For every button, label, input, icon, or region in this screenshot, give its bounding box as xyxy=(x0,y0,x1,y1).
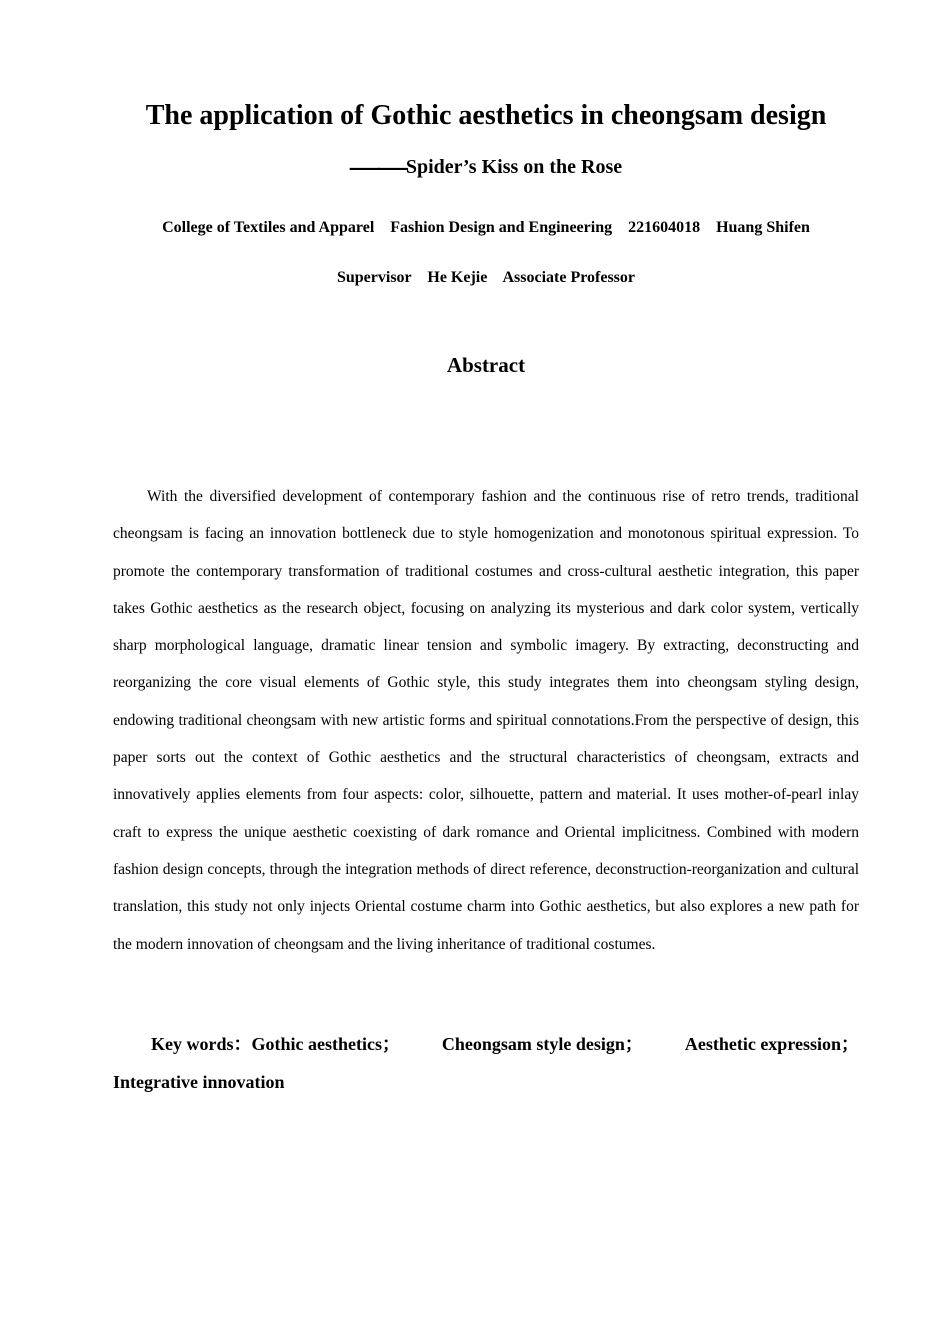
abstract-body: With the diversified development of contemporary fashion and the continuous rise of retro trends, traditional cheongsam is facing an innovation bottleneck due to style homogenization and monotonous spiritual expression. To promote the contemporary transformation of traditional costumes and cross-cultural aesthetic integration, this paper takes Gothic aesthetics as the research object, focusing on analyzing its mysterious and dark color system, vertically sharp morphological language, dramatic linear tension and symbolic imagery. By extracting, deconstructing and reorganizing the core visual elements of Gothic style, this study integrates them into cheongsam styling design, endowing traditional cheongsam with new artistic forms and spiritual connotations.From the perspective of design, this paper sorts out the context of Gothic aesthetics and the structural characteristics of cheongsam, extracts and innovatively applies elements from four aspects: color, silhouette, pattern and material. It uses mother-of-pearl inlay craft to express the unique aesthetic coexisting of dark romance and Oriental implicitness. Combined with modern fashion design concepts, through the integration methods of direct reference, deconstruction-reorganization and cultural translation, this study not only injects Oriental costume charm into Gothic aesthetics, but also explores a new path for the modern innovation of cheongsam and the living inheritance of traditional costumes. xyxy=(113,488,859,953)
subtitle-dash: —— xyxy=(349,150,406,183)
keywords-line xyxy=(113,1063,859,1101)
keywords-label: Key words： xyxy=(151,1034,252,1054)
keywords-label-group xyxy=(151,1025,400,1063)
keyword-item: Aesthetic expression； xyxy=(684,1034,859,1054)
keyword-item: Cheongsam style design； xyxy=(441,1034,643,1054)
paper-title: The application of Gothic aesthetics in cheongsam design xyxy=(145,100,827,131)
abstract-heading: Abstract xyxy=(446,353,526,377)
author-affiliation: College of Textiles and Apparel Fashion Design and Engineering 221604018 Huang Shifen xyxy=(162,219,810,236)
keywords-line xyxy=(113,1025,859,1063)
paper-subtitle xyxy=(0,150,950,186)
keywords-section xyxy=(113,1025,859,1101)
supervisor-line: Supervisor He Kejie Associate Professor xyxy=(336,269,636,286)
subtitle-text: Spider’s Kiss on the Rose xyxy=(405,156,623,178)
keyword-item: Gothic aesthetics； xyxy=(251,1034,400,1054)
keyword-item: Integrative innovation xyxy=(113,1072,285,1092)
